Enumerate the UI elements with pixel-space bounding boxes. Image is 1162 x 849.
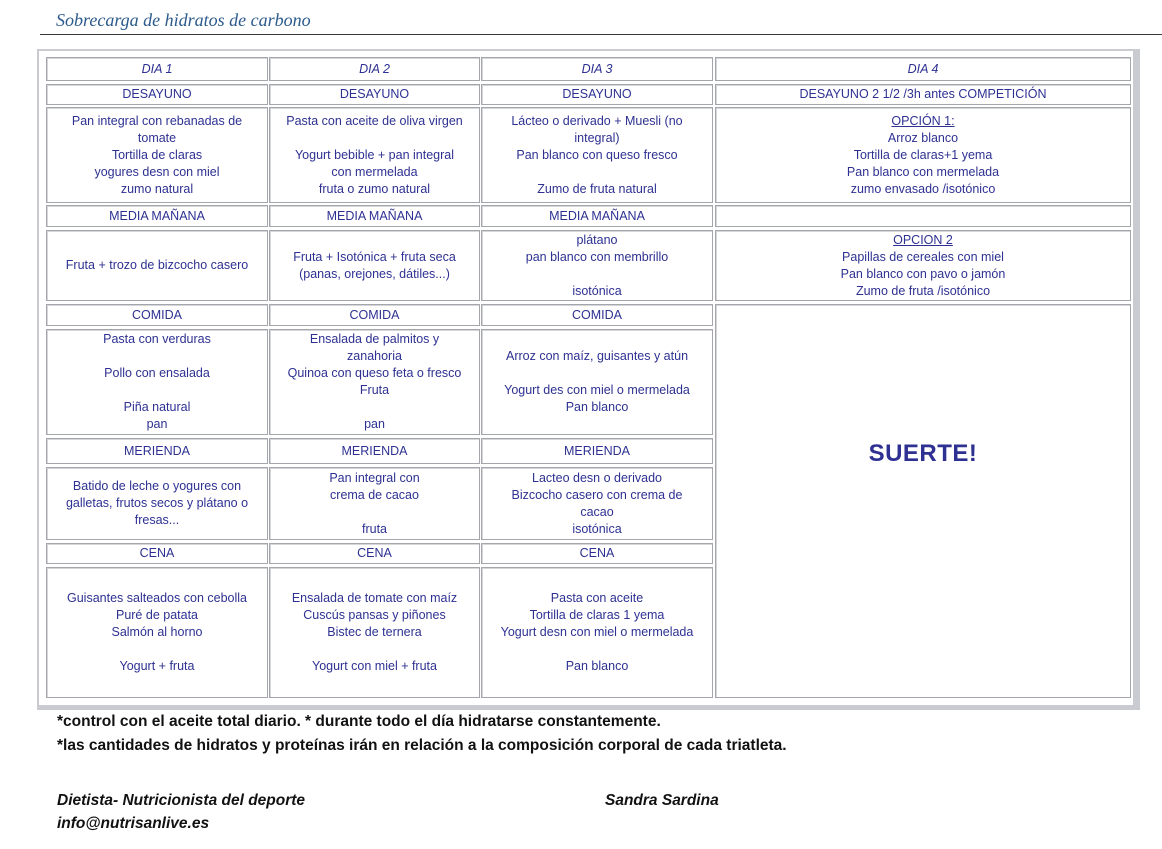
cena-label-d2: CENA [269,543,480,564]
opcion-1: OPCIÓN 1: Arroz blanco Tortilla de claras+1 yema Pan blanco con mermelada zumo envasado /isotónico [715,107,1131,203]
merienda-label-d1: MERIENDA [46,438,268,464]
merienda-label-d2: MERIENDA [269,438,480,464]
signature-email: info@nutrisanlive.es [57,815,210,832]
media-manana-d2: Fruta + Isotónica + fruta seca (panas, orejones, dátiles...) [269,230,480,301]
media-manana-label-d2: MEDIA MAÑANA [269,205,480,227]
desayuno-label-d4: DESAYUNO 2 1/2 /3h antes COMPETICIÓN [715,84,1131,105]
comida-label-d1: COMIDA [46,304,268,326]
desayuno-label-d2: DESAYUNO [269,84,480,105]
footnote-2: *las cantidades de hidratos y proteínas irán en relación a la composición corporal de cada triatleta. [57,737,787,754]
comida-d2: Ensalada de palmitos y zanahoria Quinoa con queso feta o fresco Fruta pan [269,329,480,435]
merienda-d1: Batido de leche o yogures con galletas, frutos secos y plátano o fresas... [46,467,268,540]
merienda-label-d3: MERIENDA [481,438,713,464]
signature-name: Sandra Sardina [605,792,719,809]
comida-d1: Pasta con verduras Pollo con ensalada Piña natural pan [46,329,268,435]
document-title: Sobrecarga de hidratos de carbono [56,10,311,30]
cena-d1: Guisantes salteados con cebolla Puré de patata Salmón al horno Yogurt + fruta [46,567,268,698]
comida-d3: Arroz con maíz, guisantes y atún Yogurt des con miel o mermelada Pan blanco [481,329,713,435]
opcion-1-title: OPCIÓN 1: [891,113,955,128]
media-manana-d1: Fruta + trozo de bizcocho casero [46,230,268,301]
desayuno-d3: Lácteo o derivado + Muesli (no integral) Pan blanco con queso fresco Zumo de fruta natural [481,107,713,203]
merienda-d3: Lacteo desn o derivado Bizcocho casero con crema de cacao isotónica [481,467,713,540]
desayuno-label-d1: DESAYUNO [46,84,268,105]
opcion-2-title: OPCION 2 [893,232,953,247]
suerte-cell [715,304,1131,698]
day-header-3: DIA 3 [481,57,713,81]
comida-label-d2: COMIDA [269,304,480,326]
desayuno-d1: Pan integral con rebanadas de tomate Tortilla de claras yogures desn con miel zumo natural [46,107,268,203]
day-header-1: DIA 1 [46,57,268,81]
suerte-message: SUERTE! [868,440,978,467]
cena-label-d1: CENA [46,543,268,564]
header-rule [40,34,1162,35]
cena-d3: Pasta con aceite Tortilla de claras 1 yema Yogurt desn con miel o mermelada Pan blanco [481,567,713,698]
day-header-2: DIA 2 [269,57,480,81]
media-manana-d3: plátano pan blanco con membrillo isotónica [481,230,713,301]
desayuno-d2: Pasta con aceite de oliva virgen Yogurt bebible + pan integral con mermelada fruta o zumo natural [269,107,480,203]
day-header-4: DIA 4 [715,57,1131,81]
cena-label-d3: CENA [481,543,713,564]
comida-label-d3: COMIDA [481,304,713,326]
media-manana-label-d1: MEDIA MAÑANA [46,205,268,227]
signature-role: Dietista- Nutricionista del deporte [57,792,306,809]
footnote-1: *control con el aceite total diario. * durante todo el día hidratarse constantemente. [57,713,661,730]
cena-d2: Ensalada de tomate con maíz Cuscús pansas y piñones Bistec de ternera Yogurt con miel + fruta [269,567,480,698]
media-manana-label-d4-empty [715,205,1131,227]
merienda-d2: Pan integral con crema de cacao fruta [269,467,480,540]
desayuno-label-d3: DESAYUNO [481,84,713,105]
media-manana-label-d3: MEDIA MAÑANA [481,205,713,227]
opcion-2: OPCION 2 Papillas de cereales con miel Pan blanco con pavo o jamón Zumo de fruta /isotónico [715,230,1131,301]
